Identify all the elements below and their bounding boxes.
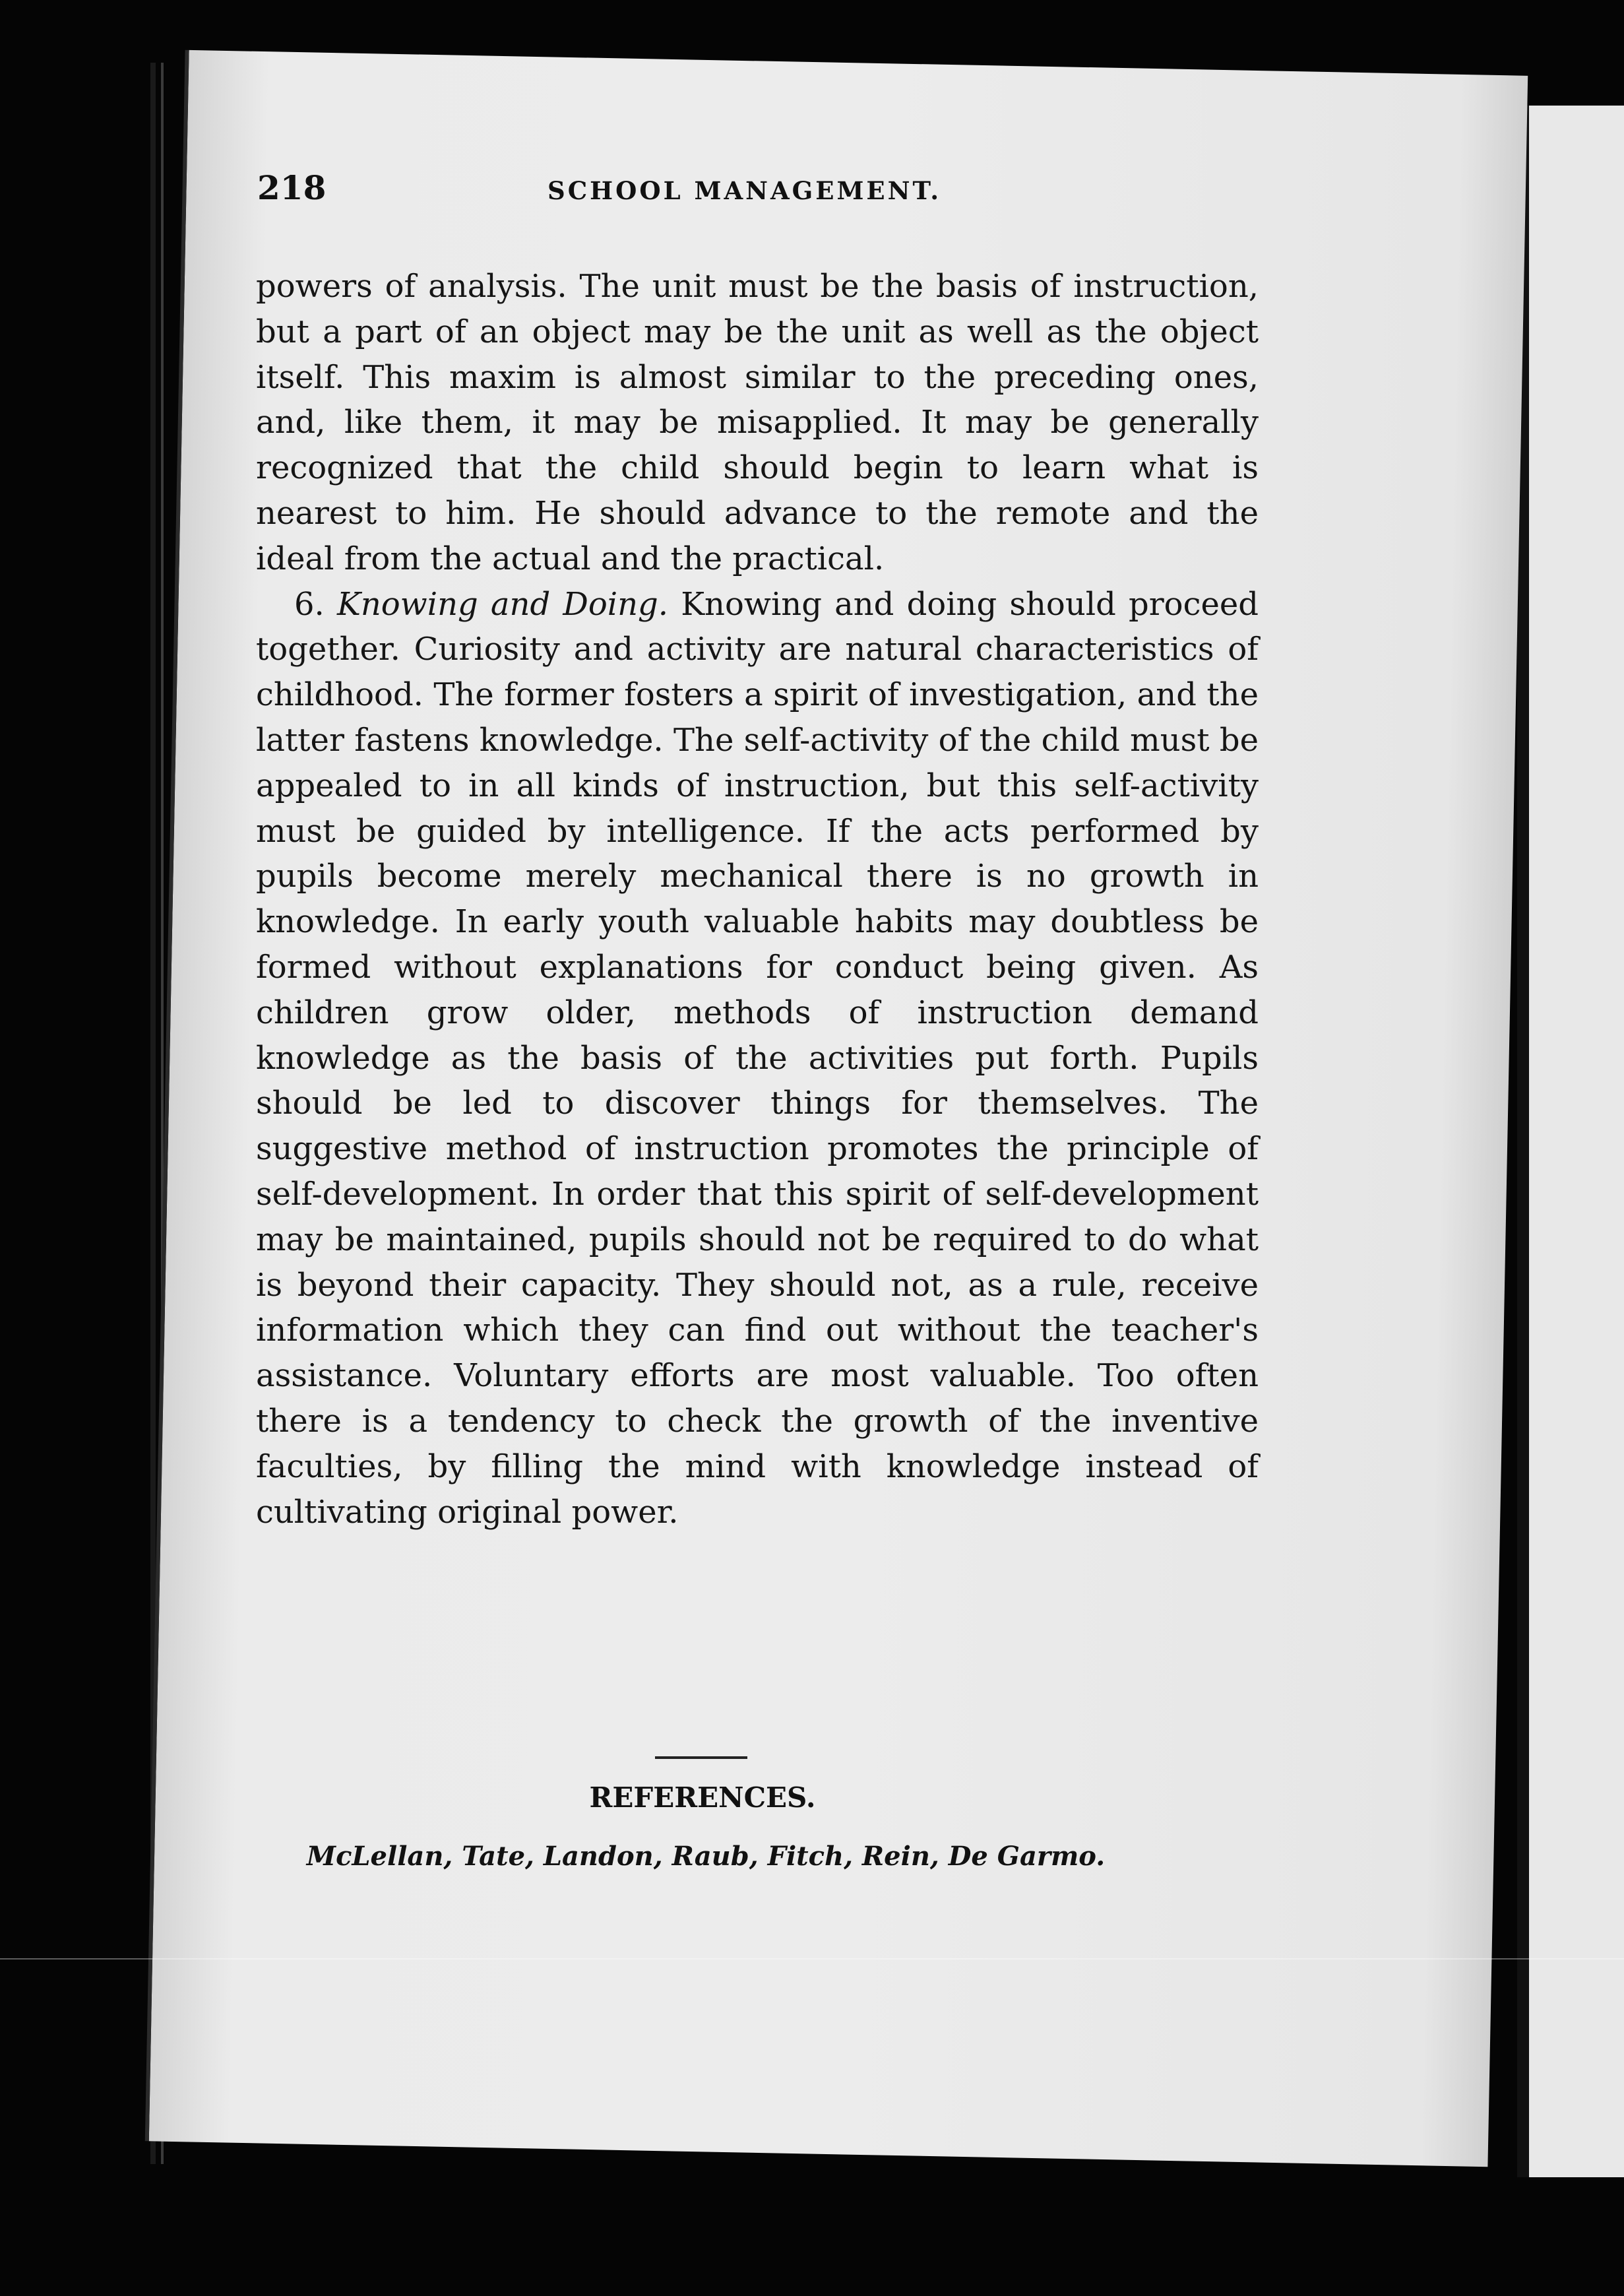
scan-artifact-line xyxy=(0,1958,1624,1960)
paragraph-text: Knowing and doing should proceed together. Curiosity and activity are natural characteristics of childhood. The former fosters a spirit of investigation, and the latter fastens knowledge. The self-activity of the child must be appealed to in all kinds of instruction, but this self-activity must be guided by intelligence. If the acts performed by pupils become merely mechanical there is no growth in knowledge. In early youth valuable habits may doubtless be formed without explanations for conduct being given. As children grow older, methods of instruction demand knowledge as the basis of the activities put forth. Pupils should be led to discover things for themselves. The suggestive method of instruction promotes the principle of self-development. In order that this spirit of self-development may be maintained, pupils should not be required to do what is beyond their capacity. They should not, as a rule, receive information which they can find out without the teacher's assistance. Voluntary efforts are most valuable. Too often there is a tendency to check the growth of the inventive faculties, by filling the mind with knowledge instead of cultivating original power. xyxy=(256,585,1259,1531)
section-title: Knowing and Doing. xyxy=(336,585,668,623)
section-number: 6. xyxy=(294,585,325,623)
page-number: 218 xyxy=(257,168,327,207)
facing-page-edge xyxy=(1517,106,1624,2177)
paragraph: powers of analysis. The unit must be the basis of instruction, but a part of an object may be the unit as well as the object itself. This maxim is almost similar to the preceding ones, and, like them, it may be misapplied. It may be generally recognized that the child should begin to learn what is nearest to him. He should advance to the remote and the ideal from the actual and the practical. xyxy=(256,268,1259,577)
references-heading: REFERENCES. xyxy=(589,1781,816,1814)
section-divider xyxy=(655,1756,747,1759)
page-header xyxy=(257,168,1260,214)
references-list: McLellan, Tate, Landon, Raub, Fitch, Rein, De Garmo. xyxy=(306,1841,1106,1872)
paragraph-knowing-and-doing xyxy=(256,582,1259,1535)
running-head: SCHOOL MANAGEMENT. xyxy=(547,176,942,205)
body-text xyxy=(256,264,1259,1535)
